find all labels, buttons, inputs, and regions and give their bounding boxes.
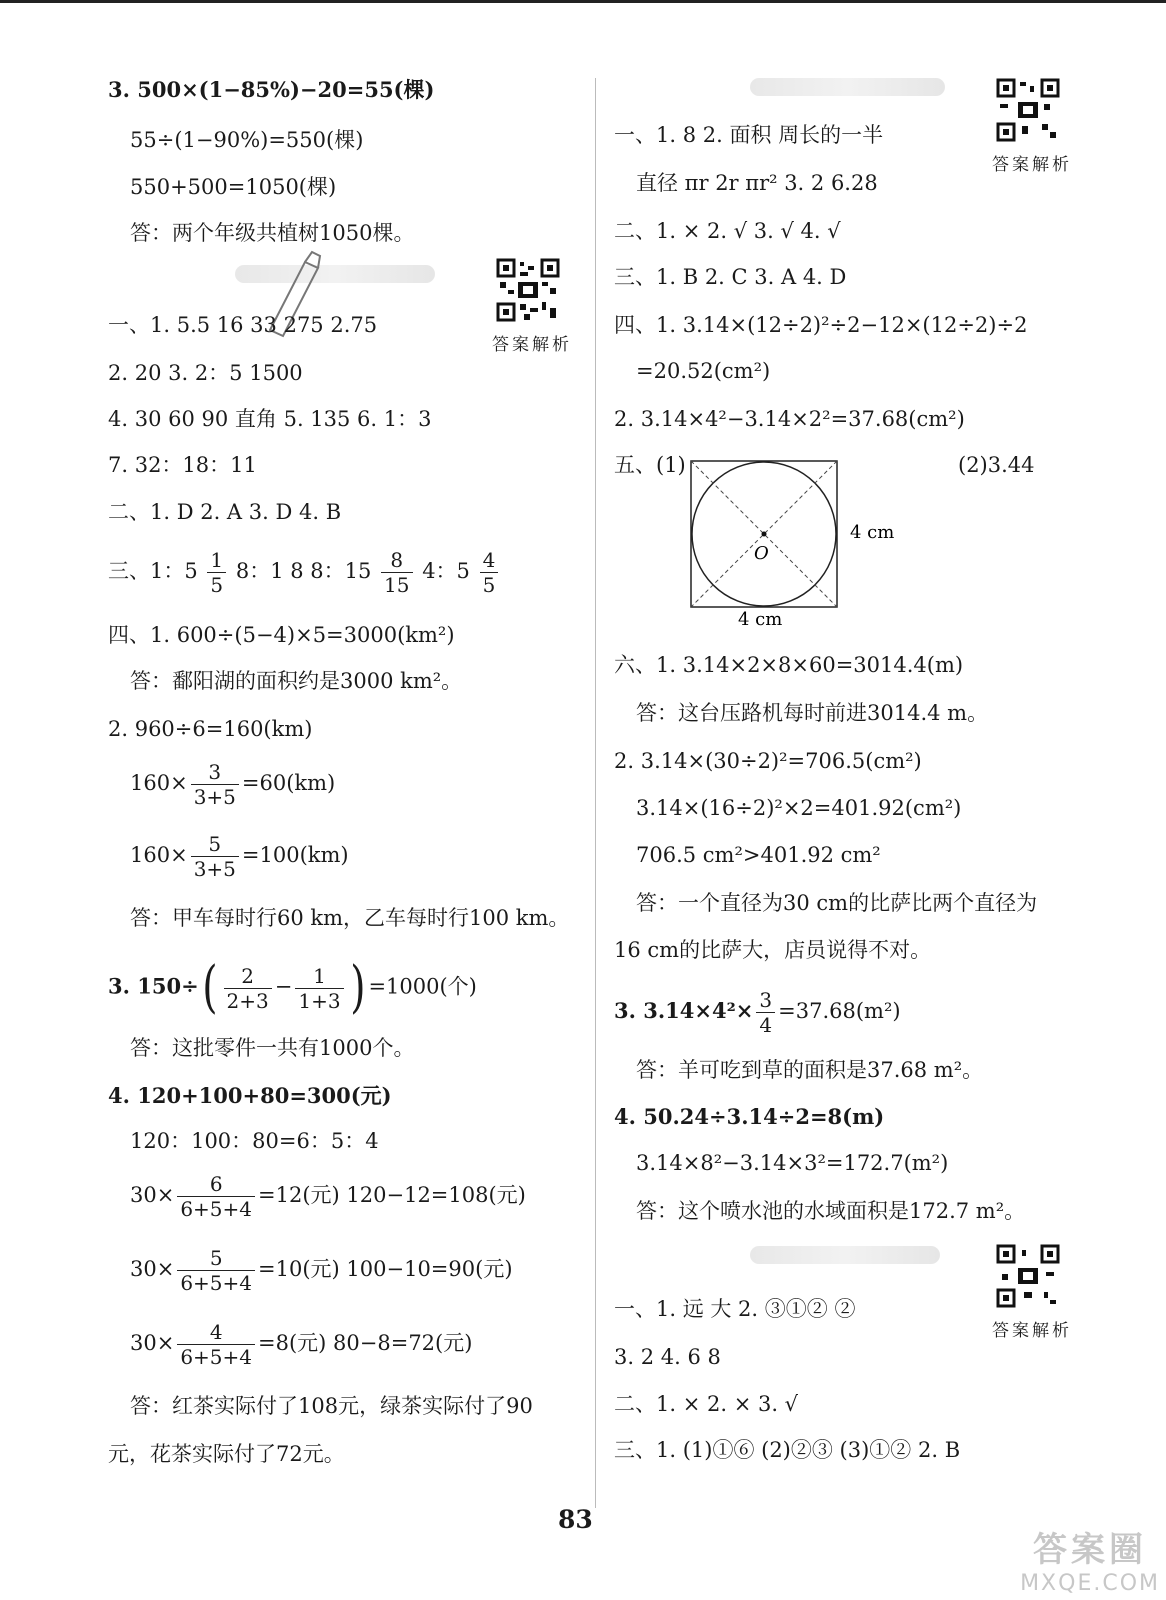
right-line-19: 3.14×8²−3.14×3²=172.7(m²) — [636, 1151, 949, 1175]
expr-text: 160× — [130, 771, 188, 795]
center-point — [762, 532, 767, 537]
right-line-16 — [614, 988, 901, 1037]
expr-text: 3. 150÷ — [108, 973, 199, 999]
right-line-12: 3.14×(16÷2)²×2=401.92(cm²) — [636, 796, 962, 820]
fraction-numerator: 4 — [177, 1320, 255, 1345]
bottom-length-label: 4 cm — [738, 609, 783, 630]
fraction — [177, 1246, 255, 1295]
left-line-9: 二、1. D 2. A 3. D 4. B — [108, 500, 342, 524]
right-line-14: 答：一个直径为30 cm的比萨比两个直径为 — [636, 891, 1038, 915]
left-line-25: 元，花茶实际付了72元。 — [108, 1442, 345, 1466]
left-line-4: 答：两个年级共植树1050棵。 — [130, 221, 415, 245]
left-line-23 — [130, 1320, 472, 1369]
right-line-17: 答：羊可吃到草的面积是37.68 m²。 — [636, 1058, 984, 1082]
qr-caption: 答案解析 — [992, 1321, 1072, 1341]
fraction-denominator: 6+5+4 — [180, 1345, 253, 1369]
left-line-12: 答：鄱阳湖的面积约是3000 km²。 — [130, 669, 463, 693]
ratio-text: 8：1 8 8：15 — [235, 559, 372, 583]
top-rule — [0, 0, 1166, 3]
left-line-11: 四、1. 600÷(5−4)×5=3000(km²) — [108, 623, 455, 647]
left-line-7: 4. 30 60 90 直角 5. 135 6. 1：3 — [108, 407, 432, 431]
watermark-line-2: MXQE.COM — [1020, 1571, 1160, 1596]
qr-caption: 答案解析 — [992, 155, 1072, 175]
expr-text: 30× — [130, 1183, 175, 1207]
expr-text: =100(km) — [241, 843, 349, 867]
left-line-18: 答：这批零件一共有1000个。 — [130, 1036, 415, 1060]
section-header-stamp — [750, 1246, 940, 1264]
fraction-denominator: 3+5 — [193, 785, 236, 809]
fraction-numerator: 1 — [295, 964, 343, 989]
fraction-denominator: 6+5+4 — [180, 1271, 253, 1295]
fraction — [177, 1320, 255, 1369]
page-number: 83 — [558, 1505, 593, 1534]
fraction — [224, 964, 272, 1013]
fraction-numerator: 2 — [224, 964, 272, 989]
right-line-13: 706.5 cm²>401.92 cm² — [636, 843, 881, 867]
fraction-denominator: 1+3 — [298, 988, 341, 1013]
right-line-21: 一、1. 远 大 2. ③①② ② — [614, 1297, 856, 1321]
fraction — [480, 548, 499, 597]
right-line-3: 二、1. × 2. √ 3. √ 4. √ — [614, 219, 841, 243]
left-line-24: 答：红茶实际付了108元，绿茶实际付了90 — [130, 1394, 533, 1418]
fraction — [295, 964, 343, 1013]
right-line-1: 一、1. 8 2. 面积 周长的一半 — [614, 123, 884, 147]
left-line-13: 2. 960÷6=160(km) — [108, 717, 313, 741]
expr-text: =8(元) 80−8=72(元) — [258, 1331, 473, 1355]
fraction — [191, 760, 239, 809]
ratio-text: 4：5 — [422, 559, 470, 583]
site-watermark — [1020, 1522, 1160, 1596]
fraction — [191, 832, 239, 881]
left-line-14 — [130, 760, 335, 809]
right-line-2: 直径 πr 2r πr² 3. 2 6.28 — [636, 171, 878, 195]
left-line-5: 一、1. 5.5 16 33 275 2.75 — [108, 313, 378, 337]
right-line-4: 三、1. B 2. C 3. A 4. D — [614, 265, 847, 289]
fraction-denominator: 2+3 — [226, 988, 269, 1013]
expr-text: =12(元) 120−12=108(元) — [258, 1183, 526, 1207]
left-line-2: 55÷(1−90%)=550(棵) — [130, 128, 364, 152]
qr-caption: 答案解析 — [492, 335, 572, 355]
expr-text: =10(元) 100−10=90(元) — [258, 1257, 513, 1281]
paren-left: ( — [201, 955, 218, 1020]
left-line-10 — [108, 548, 501, 597]
right-line-23: 二、1. × 2. × 3. √ — [614, 1392, 799, 1416]
fraction-numerator: 5 — [177, 1246, 255, 1271]
fraction-denominator: 15 — [384, 573, 410, 597]
right-line-5: 四、1. 3.14×(12÷2)²÷2−12×(12÷2)÷2 — [614, 313, 1028, 337]
expr-text: 30× — [130, 1257, 175, 1281]
operator: − — [274, 974, 293, 999]
fraction-numerator: 8 — [381, 548, 412, 573]
right-line-7: 2. 3.14×4²−3.14×2²=37.68(cm²) — [614, 407, 965, 431]
expr-text: 3. 3.14×4²× — [614, 998, 754, 1023]
right-line-8a: 五、(1) — [614, 453, 686, 477]
square-circle-figure — [680, 455, 910, 630]
expr-text: 30× — [130, 1331, 175, 1355]
left-line-15 — [130, 832, 349, 881]
left-line-1: 3. 500×(1−85%)−20=55(棵) — [108, 77, 435, 102]
right-line-11: 2. 3.14×(30÷2)²=706.5(cm²) — [614, 749, 922, 773]
right-line-6: =20.52(cm²) — [636, 359, 771, 383]
expr-text: 160× — [130, 843, 188, 867]
fraction-denominator: 5 — [210, 573, 224, 597]
right-line-20: 答：这个喷水池的水域面积是172.7 m²。 — [636, 1199, 1026, 1223]
left-line-22 — [130, 1246, 513, 1295]
left-line-8: 7. 32：18：11 — [108, 453, 257, 477]
center-label: O — [754, 543, 769, 564]
right-line-18: 4. 50.24÷3.14÷2=8(m) — [614, 1104, 885, 1129]
fraction — [381, 548, 412, 597]
qr-code-icon[interactable] — [996, 78, 1060, 142]
ratio-text: 三、1：5 — [108, 559, 198, 583]
left-line-17 — [108, 955, 477, 1020]
paren-right: ) — [349, 955, 366, 1020]
fraction — [207, 548, 226, 597]
section-header-stamp — [750, 78, 945, 96]
right-line-9: 六、1. 3.14×2×8×60=3014.4(m) — [614, 653, 964, 677]
column-divider — [595, 78, 596, 1508]
right-line-10: 答：这台压路机每时前进3014.4 m。 — [636, 701, 989, 725]
side-length-label: 4 cm — [850, 522, 895, 543]
fraction-numerator: 6 — [177, 1172, 255, 1197]
right-line-24: 三、1. (1)①⑥ (2)②③ (3)①② 2. B — [614, 1438, 961, 1462]
expr-text: =1000(个) — [368, 974, 477, 999]
left-line-6: 2. 20 3. 2：5 1500 — [108, 361, 303, 385]
fraction-numerator: 1 — [207, 548, 226, 573]
left-line-21 — [130, 1172, 526, 1221]
fraction-numerator: 3 — [756, 988, 775, 1013]
left-line-19: 4. 120+100+80=300(元) — [108, 1083, 392, 1108]
expr-text: =60(km) — [241, 771, 336, 795]
fraction — [177, 1172, 255, 1221]
expr-text: =37.68(m²) — [778, 999, 901, 1023]
fraction-denominator: 3+5 — [193, 857, 236, 881]
left-line-20: 120：100：80=6：5：4 — [130, 1129, 379, 1153]
fraction-numerator: 4 — [480, 548, 499, 573]
right-line-8b: (2)3.44 — [958, 453, 1035, 477]
fraction — [756, 988, 775, 1037]
right-line-22: 3. 2 4. 6 8 — [614, 1345, 721, 1369]
fraction-numerator: 5 — [191, 832, 239, 857]
right-line-15: 16 cm的比萨大，店员说得不对。 — [614, 938, 932, 962]
left-line-16: 答：甲车每时行60 km，乙车每时行100 km。 — [130, 906, 570, 930]
left-line-3: 550+500=1050(棵) — [130, 175, 337, 199]
qr-code-icon[interactable] — [496, 258, 560, 322]
fraction-denominator: 5 — [482, 573, 496, 597]
watermark-line-1: 答案圈 — [1033, 1530, 1148, 1570]
fraction-numerator: 3 — [191, 760, 239, 785]
fraction-denominator: 6+5+4 — [180, 1197, 253, 1221]
qr-code-icon[interactable] — [996, 1244, 1060, 1308]
fraction-denominator: 4 — [759, 1013, 773, 1037]
